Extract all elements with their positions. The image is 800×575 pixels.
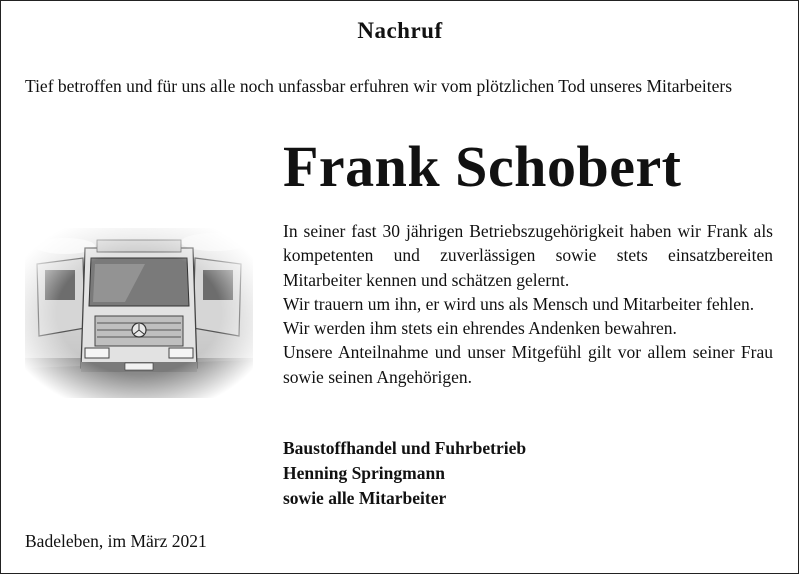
signature-line: Baustoffhandel und Fuhrbetrieb bbox=[283, 438, 527, 458]
signature-block bbox=[283, 436, 526, 511]
paragraph: Wir werden ihm stets ein ehrendes Andenken bewahren. bbox=[283, 318, 677, 339]
truck-photo bbox=[25, 228, 253, 398]
deceased-name: Frank Schobert bbox=[283, 134, 682, 199]
paragraph: Unsere Anteilnahme und unser Mitgefühl gilt vor allem seiner Frau sowie seinen Angehörigen. bbox=[283, 342, 773, 387]
place-date: Badeleben, im März 2021 bbox=[25, 531, 207, 551]
condolence-text bbox=[283, 219, 773, 389]
paragraph: In seiner fast 30 jährigen Betriebszugehörigkeit haben wir Frank als kompetenten und zuverlässigen sowie stets einsatzbereiten Mitarbeiter kennen und schätzen gelernt. bbox=[283, 221, 773, 290]
notice-heading: Nachruf bbox=[357, 18, 443, 43]
intro-text: Tief betroffen und für uns alle noch unfassbar erfuhren wir vom plötzlichen Tod unseres Mitarbeiters bbox=[25, 76, 733, 96]
paragraph: Wir trauern um ihn, er wird uns als Mensch und Mitarbeiter fehlen. bbox=[283, 293, 755, 314]
signature-line: sowie alle Mitarbeiter bbox=[283, 488, 447, 508]
signature-line: Henning Springmann bbox=[283, 463, 445, 483]
